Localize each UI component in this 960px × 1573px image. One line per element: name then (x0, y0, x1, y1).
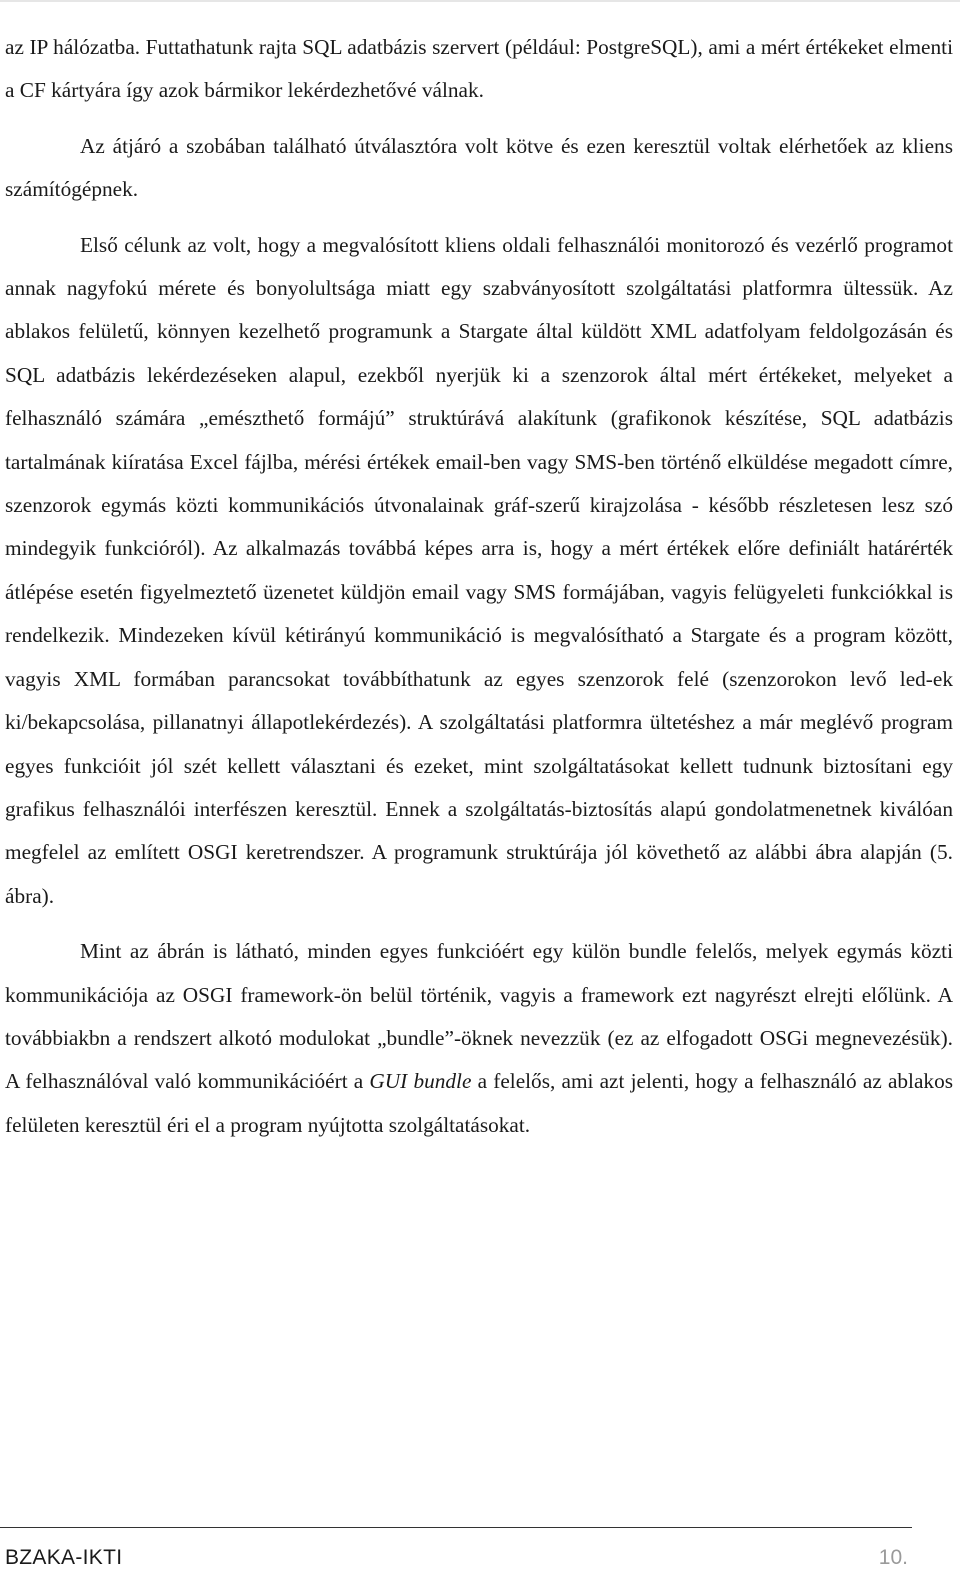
paragraph-3: Első célunk az volt, hogy a megvalósított kliens oldali felhasználói monitorozó és vezérlő programot annak nagyfokú mérete és bonyolultsága miatt egy szabványosított szolgáltatási platformra ültessük. Az ablakos felületű, könnyen kezelhető programunk a Stargate által küldött XML adatfolyam feldolgozásán és SQL adatbázis lekérdezéseken alapul, ezekből nyerjük ki a szenzorok által mért értékeket, melyeket a felhasználó számára „emészthető formájú” struktúrává alakítunk (grafikonok készítése, SQL adatbázis tartalmának kiíratása Excel fájlba, mérési értékek email-ben vagy SMS-ben történő elküldése megadott címre, szenzorok egymás közti kommunikációs útvonalainak gráf-szerű kirajzolása - később részletesen lesz szó mindegyik funkcióról). Az alkalmazás továbbá képes arra is, hogy a mért értékek előre definiált határérték átlépése esetén figyelmeztető üzenetet küldjön email vagy SMS formájában, vagyis felügyeleti funkciókkal is rendelkezik. Mindezeken kívül kétirányú kommunikáció is megvalósítható a Stargate és a program között, vagyis XML formában parancsokat továbbíthatunk az egyes szenzorok felé (szenzorokon levő led-ek ki/bekapcsolása, pillanatnyi állapotlekérdezés). A szolgáltatási platformra ültetéshez a már meglévő program egyes funkcióit jól szét kellett választani és ezeket, mint szolgáltatásokat kellett tudnunk biztosítani egy grafikus felhasználói interfészen keresztül. Ennek a szolgáltatás-biztosítás alapú gondolatmenetnek kiválóan megfelel az említett OSGI keretrendszer. A programunk struktúrája jól követhető az alábbi ábra alapján (5. ábra). (5, 232, 953, 908)
paragraph-2: Az átjáró a szobában található útválasztóra volt kötve és ezen keresztül voltak elérhetőek az kliens számítógépnek. (5, 133, 953, 202)
page-body (5, 26, 953, 1147)
footer-title: BZAKA-IKTI (5, 1546, 123, 1569)
paragraph-1: az IP hálózatba. Futtathatunk rajta SQL adatbázis szervert (például: PostgreSQL), ami a mért értékeket elmenti a CF kártyára így azok bármikor lekérdezhetővé válnak. (5, 35, 953, 103)
page-number: 10. (878, 1546, 908, 1569)
paragraph-4-text-after: a felelős, ami azt jelenti, hogy a felhasználó az ablakos felületen keresztül éri el a program nyújtotta szolgáltatásokat. (5, 1069, 954, 1137)
paragraph-4 (5, 930, 953, 1147)
paragraph-4-text-before: Mint az ábrán is látható, minden egyes funkcióért egy külön bundle felelős, melyek egymás közti kommunikációja az OSGI framework-ön belül történik, vagyis a framework ezt nagyrészt elrejti előlünk. A továbbiakbn a rendszert alkotó modulokat „bundle”-öknek nevezzük (ez az elfogadott OSGi megnevezésük). A felhasználóval való kommunikációért a (5, 939, 953, 1094)
footer-rule (0, 1527, 912, 1528)
top-border (0, 0, 960, 2)
paragraph-4-emphasis: GUI bundle (369, 1069, 472, 1094)
